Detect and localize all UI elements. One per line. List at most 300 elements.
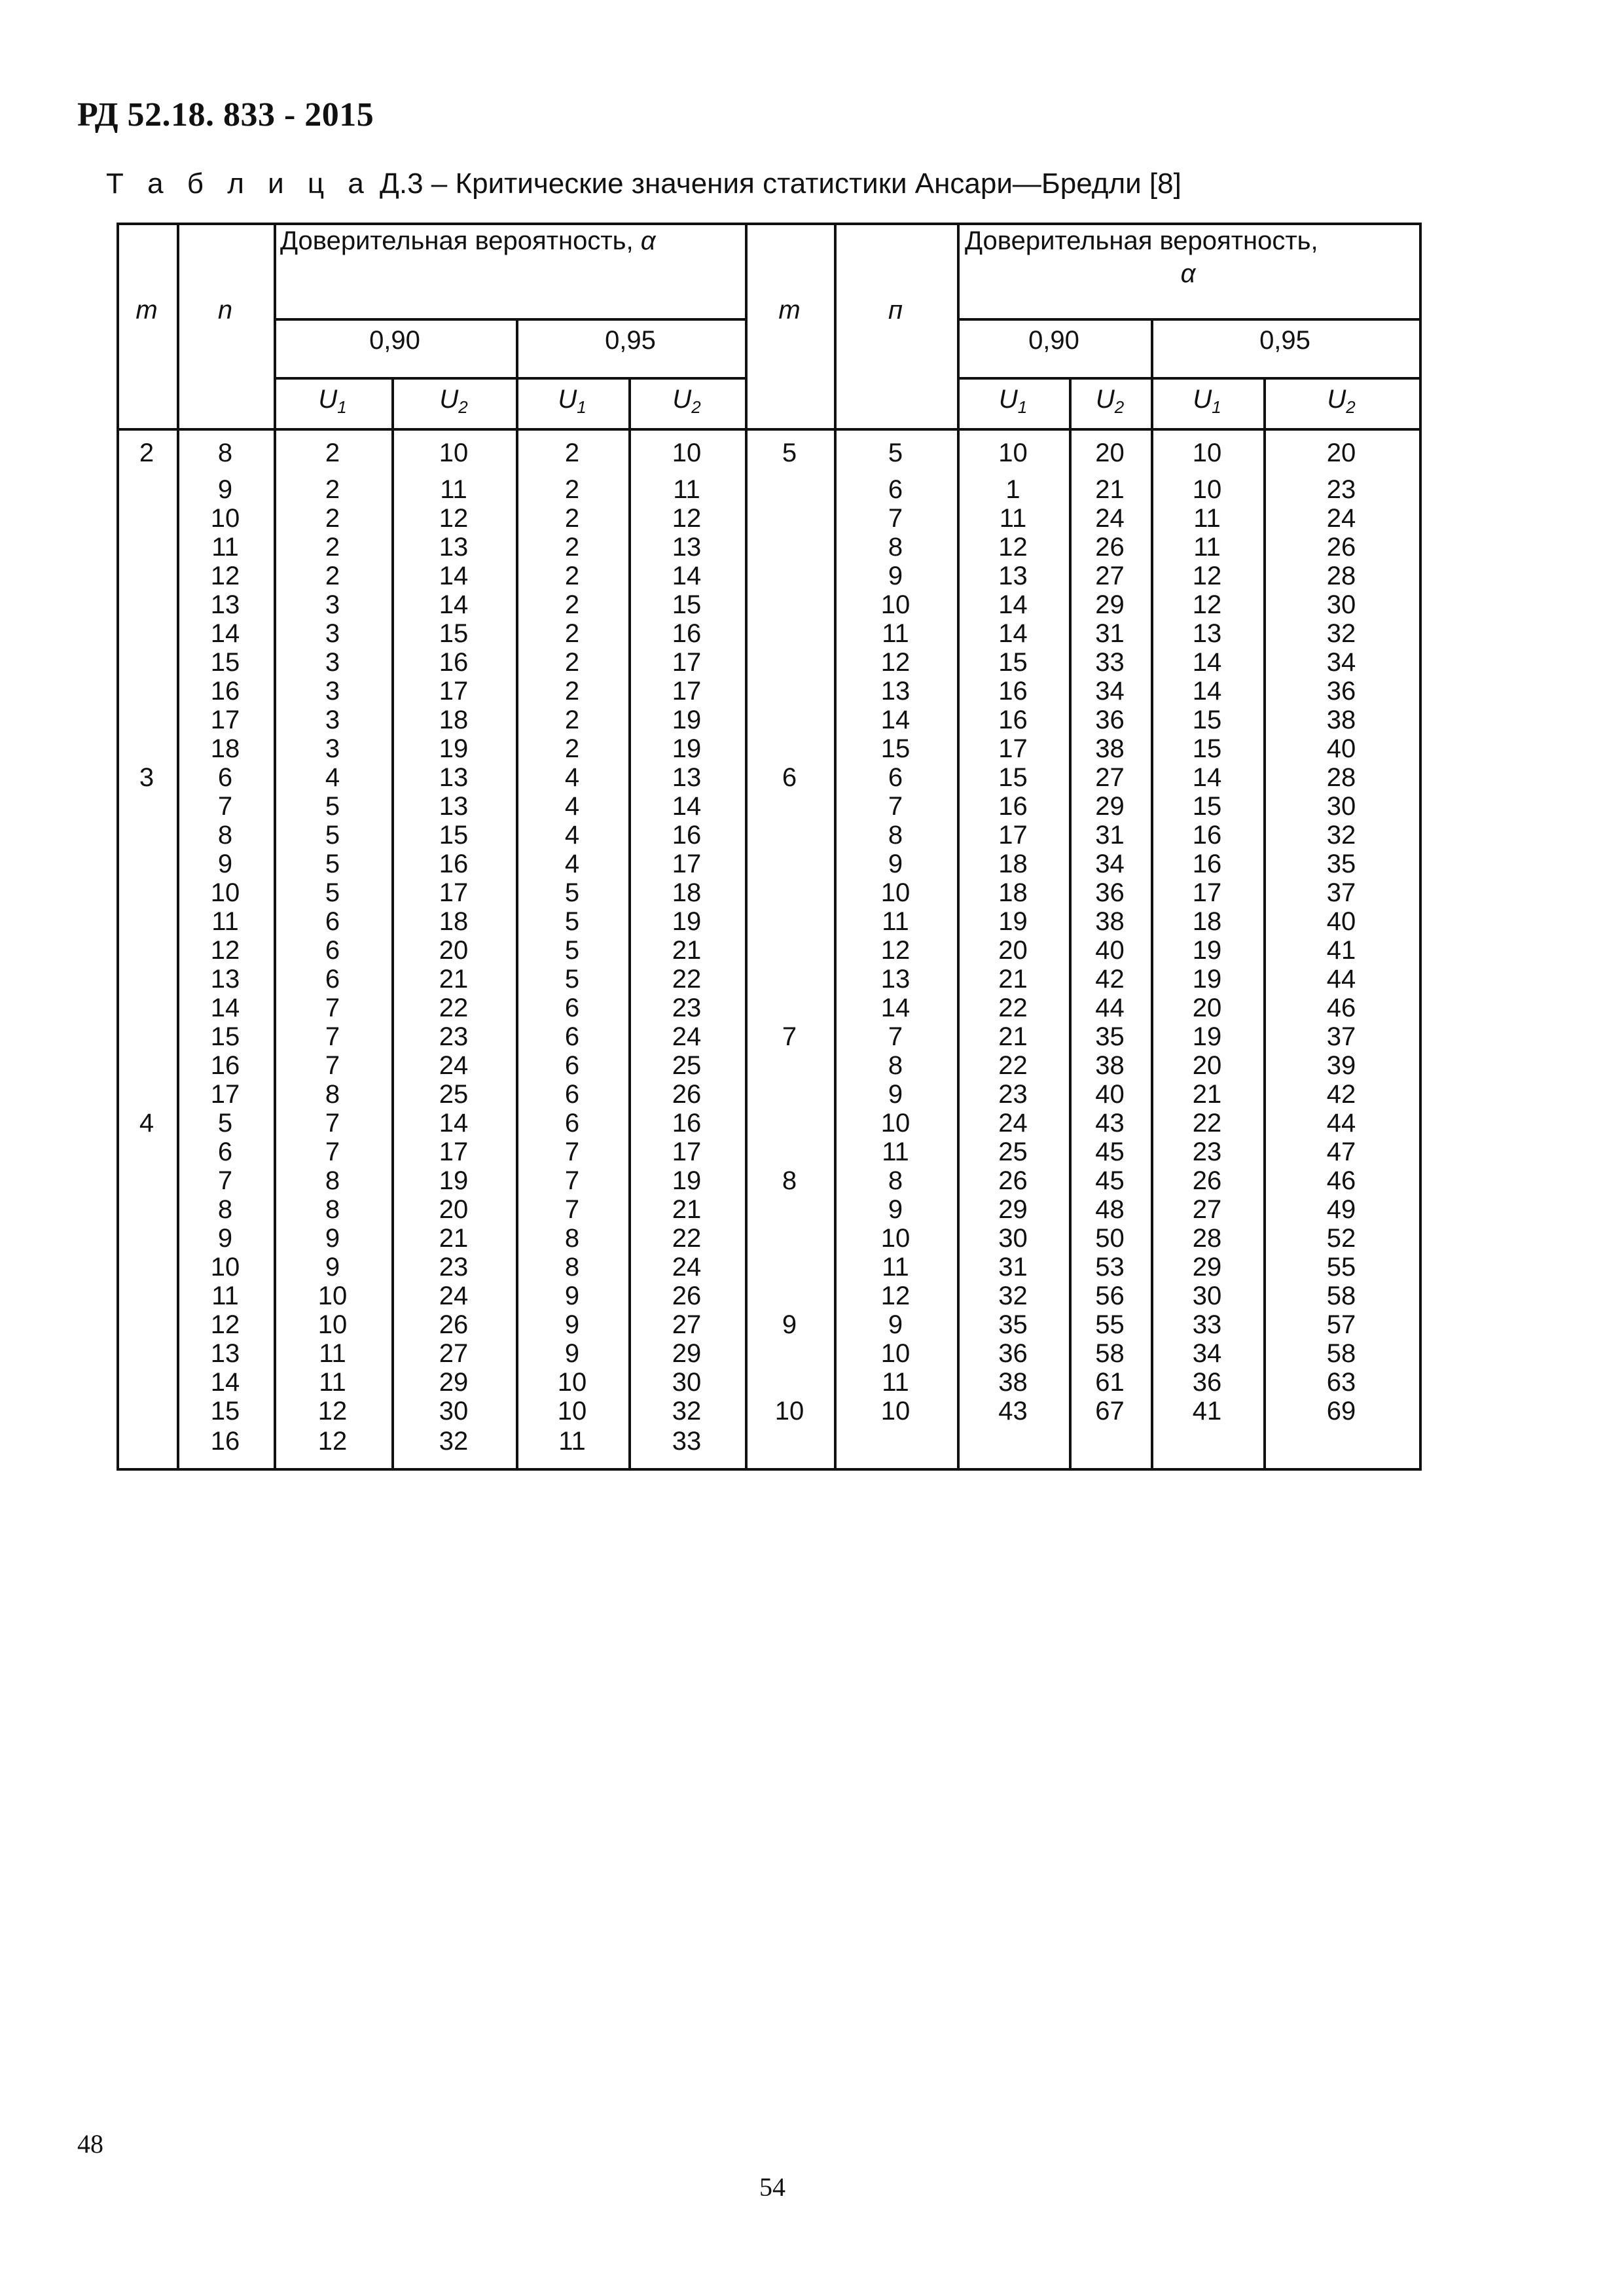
header-rule: [274, 377, 748, 380]
table-cell: 20: [439, 936, 469, 965]
table-cell: 30: [1192, 1282, 1222, 1310]
table-cell: 2: [564, 619, 580, 648]
table-cell: 5: [325, 821, 340, 850]
table-cell: 8: [888, 1166, 903, 1195]
table-cell: 50: [1095, 1224, 1125, 1253]
u2-column-header: $U_2$: [439, 385, 468, 417]
table-cell: 14: [998, 590, 1028, 619]
table-cell: 14: [1192, 648, 1222, 677]
table-cell: 28: [1326, 763, 1356, 792]
u1-090-column-right: [957, 475, 1069, 1426]
table-cell: 22: [1192, 1109, 1222, 1138]
m-group-label-right: 5: [782, 439, 797, 467]
table-cell: 17: [210, 1080, 240, 1109]
n-column-right: [834, 475, 957, 1426]
table-cell: 5: [564, 907, 580, 936]
table-cell: 44: [1326, 965, 1356, 994]
table-cell: 27: [439, 1339, 469, 1368]
first-row-cell-left: 2: [325, 439, 340, 467]
table-cell: 14: [439, 590, 469, 619]
last-row-cell-left: 11: [558, 1427, 586, 1456]
table-cell: 10: [880, 1339, 911, 1368]
u2-column-header: $U_2$: [1327, 385, 1356, 417]
m-group-label-right: 8: [782, 1166, 797, 1195]
table-cell: 6: [217, 1138, 233, 1166]
table-cell: 57: [1326, 1310, 1356, 1339]
table-cell: 24: [439, 1051, 469, 1080]
table-cell: 7: [325, 1051, 340, 1080]
table-cell: 16: [439, 648, 469, 677]
table-cell: 38: [1095, 734, 1125, 763]
table-cell: 11: [882, 619, 909, 648]
table-cell: 29: [998, 1195, 1028, 1224]
table-cell: 43: [1095, 1109, 1125, 1138]
table-cell: 10: [317, 1310, 348, 1339]
table-cell: 6: [888, 763, 903, 792]
table-cell: 13: [210, 1339, 240, 1368]
table-cell: 6: [564, 994, 580, 1022]
table-cell: 14: [1192, 677, 1222, 706]
table-cell: 10: [880, 590, 911, 619]
table-border-bottom: [117, 1468, 1422, 1471]
table-cell: 43: [998, 1397, 1028, 1426]
table-cell: 18: [672, 878, 702, 907]
table-cell: 39: [1326, 1051, 1356, 1080]
column-header-n-right: п: [888, 296, 903, 325]
table-cell: 16: [1192, 850, 1222, 878]
table-cell: 8: [325, 1195, 340, 1224]
table-cell: 4: [564, 763, 580, 792]
table-cell: 19: [672, 1166, 702, 1195]
table-cell: 16: [998, 677, 1028, 706]
table-cell: 9: [564, 1310, 580, 1339]
table-cell: 11: [440, 475, 467, 504]
table-cell: 17: [998, 821, 1028, 850]
table-cell: 11: [211, 533, 239, 562]
table-cell: 58: [1326, 1339, 1356, 1368]
table-cell: 35: [998, 1310, 1028, 1339]
table-cell: 16: [998, 706, 1028, 734]
u2-column-header: $U_2$: [1095, 385, 1125, 417]
table-cell: 13: [210, 590, 240, 619]
table-cell: 3: [325, 677, 340, 706]
table-cell: 36: [1326, 677, 1356, 706]
table-cell: 19: [672, 907, 702, 936]
alpha-symbol: α: [640, 226, 656, 255]
table-cell: 4: [564, 821, 580, 850]
table-cell: 27: [672, 1310, 702, 1339]
table-cell: 26: [672, 1282, 702, 1310]
table-cell: 17: [439, 1138, 469, 1166]
column-header-n-left: n: [217, 296, 233, 325]
table-cell: 9: [325, 1224, 340, 1253]
table-cell: 1: [1005, 475, 1020, 504]
table-cell: 7: [564, 1138, 580, 1166]
table-cell: 61: [1095, 1368, 1125, 1397]
table-cell: 14: [210, 1368, 240, 1397]
table-cell: 16: [210, 1051, 240, 1080]
table-cell: 8: [217, 1195, 233, 1224]
table-cell: 5: [325, 792, 340, 821]
table-cell: 16: [672, 1109, 702, 1138]
table-cell: 13: [998, 562, 1028, 590]
level-header-095-left: 0,95: [605, 326, 656, 355]
table-cell: 32: [1326, 821, 1356, 850]
table-cell: 6: [564, 1109, 580, 1138]
header-rule: [957, 318, 1422, 321]
table-cell: 41: [1326, 936, 1356, 965]
table-cell: 2: [325, 504, 340, 533]
table-cell: 2: [564, 590, 580, 619]
table-cell: 32: [672, 1397, 702, 1426]
table-cell: 15: [1192, 706, 1222, 734]
table-cell: 28: [1326, 562, 1356, 590]
table-cell: 9: [217, 475, 233, 504]
table-cell: 15: [998, 648, 1028, 677]
table-cell: 18: [439, 706, 469, 734]
table-cell: 2: [564, 648, 580, 677]
table-cell: 15: [210, 1397, 240, 1426]
table-cell: 20: [1192, 1051, 1222, 1080]
table-cell: 5: [325, 878, 340, 907]
table-cell: 14: [998, 619, 1028, 648]
table-cell: 7: [325, 1138, 340, 1166]
table-cell: 6: [217, 763, 233, 792]
table-cell: 13: [1192, 619, 1222, 648]
table-cell: 21: [672, 936, 702, 965]
table-cell: 36: [1095, 878, 1125, 907]
table-cell: 21: [439, 1224, 469, 1253]
table-cell: 14: [1192, 763, 1222, 792]
table-cell: 29: [672, 1339, 702, 1368]
table-cell: 9: [564, 1282, 580, 1310]
table-cell: 11: [882, 1253, 909, 1282]
table-cell: 9: [325, 1253, 340, 1282]
table-cell: 34: [1095, 677, 1125, 706]
table-cell: 2: [564, 734, 580, 763]
table-cell: 45: [1095, 1166, 1125, 1195]
column-header-m-right: m: [778, 296, 801, 325]
table-cell: 8: [888, 1051, 903, 1080]
document-code: РД 52.18. 833 - 2015: [77, 96, 374, 134]
table-cell: 9: [888, 1310, 903, 1339]
table-cell: 21: [998, 965, 1028, 994]
table-cell: 40: [1326, 907, 1356, 936]
table-cell: 2: [564, 677, 580, 706]
table-cell: 58: [1326, 1282, 1356, 1310]
table-cell: 35: [1095, 1022, 1125, 1051]
table-cell: 23: [998, 1080, 1028, 1109]
table-cell: 15: [210, 648, 240, 677]
table-cell: 55: [1326, 1253, 1356, 1282]
table-cell: 2: [325, 475, 340, 504]
table-cell: 12: [210, 1310, 240, 1339]
n-column-left: [177, 475, 274, 1426]
table-cell: 5: [325, 850, 340, 878]
critical-values-table: [117, 223, 1419, 1468]
table-cell: 22: [998, 1051, 1028, 1080]
level-header-090-right: 0,90: [1028, 326, 1079, 355]
table-caption-text: Д.3 – Критические значения статистики Ансари—Бредли [8]: [371, 168, 1182, 200]
table-cell: 14: [672, 562, 702, 590]
table-cell: 26: [1326, 533, 1356, 562]
table-cell: 15: [1192, 792, 1222, 821]
table-cell: 23: [439, 1253, 469, 1282]
table-cell: 16: [672, 619, 702, 648]
m-group-label-right: 7: [782, 1022, 797, 1051]
table-cell: 8: [325, 1080, 340, 1109]
m-group-label-right: 9: [782, 1310, 797, 1339]
table-cell: 10: [880, 1397, 911, 1426]
u1-090-column-left: [274, 475, 391, 1426]
table-cell: 53: [1095, 1253, 1125, 1282]
table-cell: 5: [217, 1109, 233, 1138]
table-cell: 32: [998, 1282, 1028, 1310]
table-cell: 7: [564, 1166, 580, 1195]
table-cell: 4: [564, 850, 580, 878]
table-cell: 6: [325, 907, 340, 936]
u1-column-header: $U_1$: [558, 385, 586, 417]
table-cell: 7: [217, 1166, 233, 1195]
table-cell: 18: [998, 878, 1028, 907]
table-cell: 12: [998, 533, 1028, 562]
table-cell: 10: [880, 1109, 911, 1138]
table-cell: 34: [1326, 648, 1356, 677]
table-cell: 34: [1192, 1339, 1222, 1368]
table-cell: 26: [1095, 533, 1125, 562]
table-cell: 13: [439, 763, 469, 792]
table-cell: 17: [439, 878, 469, 907]
table-cell: 33: [1192, 1310, 1222, 1339]
table-cell: 10: [210, 878, 240, 907]
u2-090-column-left: [391, 475, 516, 1426]
table-cell: 29: [1095, 590, 1125, 619]
table-cell: 11: [882, 1138, 909, 1166]
table-cell: 10: [557, 1368, 587, 1397]
table-cell: 14: [672, 792, 702, 821]
confidence-header-right: Доверительная вероятность,: [965, 226, 1318, 255]
page-number-left: 48: [77, 2129, 103, 2159]
table-cell: 2: [564, 562, 580, 590]
table-border-left: [117, 223, 119, 1471]
u1-095-column-right: [1151, 475, 1263, 1426]
table-cell: 15: [210, 1022, 240, 1051]
table-cell: 11: [211, 1282, 239, 1310]
table-cell: 38: [1095, 1051, 1125, 1080]
table-cell: 19: [439, 734, 469, 763]
column-divider: [745, 223, 748, 1471]
confidence-header-left: Доверительная вероятность, α: [280, 226, 656, 255]
table-cell: 40: [1095, 1080, 1125, 1109]
table-cell: 30: [439, 1397, 469, 1426]
table-cell: 17: [210, 706, 240, 734]
table-cell: 24: [998, 1109, 1028, 1138]
table-cell: 8: [888, 821, 903, 850]
table-cell: 10: [880, 1224, 911, 1253]
table-cell: 6: [888, 475, 903, 504]
table-cell: 7: [325, 1109, 340, 1138]
table-cell: 5: [564, 965, 580, 994]
table-cell: 2: [325, 533, 340, 562]
table-cell: 24: [672, 1253, 702, 1282]
table-cell: 46: [1326, 994, 1356, 1022]
table-cell: 20: [439, 1195, 469, 1224]
table-cell: 52: [1326, 1224, 1356, 1253]
first-row-cell-right: 20: [1326, 439, 1356, 467]
table-cell: 6: [564, 1080, 580, 1109]
table-cell: 5: [564, 878, 580, 907]
m-group-label-left: 4: [139, 1109, 154, 1138]
table-cell: 7: [888, 1022, 903, 1051]
table-cell: 23: [1326, 475, 1356, 504]
table-cell: 67: [1095, 1397, 1125, 1426]
table-cell: 36: [998, 1339, 1028, 1368]
table-cell: 15: [672, 590, 702, 619]
table-cell: 4: [325, 763, 340, 792]
u2-090-column-right: [1069, 475, 1151, 1426]
table-cell: 7: [325, 1022, 340, 1051]
table-cell: 16: [998, 792, 1028, 821]
table-cell: 22: [672, 1224, 702, 1253]
table-cell: 12: [317, 1397, 348, 1426]
table-cell: 20: [998, 936, 1028, 965]
table-cell: 3: [325, 619, 340, 648]
table-cell: 9: [888, 850, 903, 878]
table-cell: 28: [1192, 1224, 1222, 1253]
table-cell: 17: [672, 1138, 702, 1166]
first-row-cell-right: 5: [888, 439, 903, 467]
table-cell: 17: [998, 734, 1028, 763]
table-cell: 18: [439, 907, 469, 936]
first-row-cell-left: 2: [564, 439, 580, 467]
level-header-090-left: 0,90: [369, 326, 420, 355]
table-cell: 17: [439, 677, 469, 706]
table-cell: 26: [1192, 1166, 1222, 1195]
table-cell: 16: [672, 821, 702, 850]
u1-column-header: $U_1$: [318, 385, 347, 417]
table-cell: 8: [217, 821, 233, 850]
table-cell: 19: [672, 734, 702, 763]
table-cell: 7: [325, 994, 340, 1022]
table-caption-label: Т а б л и ц а: [106, 168, 372, 200]
table-cell: 2: [564, 504, 580, 533]
table-cell: 24: [1095, 504, 1125, 533]
table-cell: 8: [564, 1224, 580, 1253]
table-cell: 11: [211, 907, 239, 936]
table-cell: 26: [998, 1166, 1028, 1195]
table-cell: 10: [210, 504, 240, 533]
table-cell: 32: [1326, 619, 1356, 648]
table-cell: 17: [672, 677, 702, 706]
table-cell: 22: [998, 994, 1028, 1022]
table-cell: 18: [1192, 907, 1222, 936]
table-cell: 22: [672, 965, 702, 994]
table-cell: 19: [1192, 965, 1222, 994]
table-cell: 6: [564, 1022, 580, 1051]
table-cell: 40: [1095, 936, 1125, 965]
table-cell: 11: [1193, 533, 1221, 562]
table-caption: [106, 168, 1182, 200]
table-cell: 35: [1326, 850, 1356, 878]
table-cell: 36: [1192, 1368, 1222, 1397]
table-cell: 11: [999, 504, 1027, 533]
table-cell: 12: [1192, 562, 1222, 590]
table-cell: 2: [564, 475, 580, 504]
table-cell: 13: [672, 533, 702, 562]
table-cell: 17: [672, 850, 702, 878]
table-cell: 48: [1095, 1195, 1125, 1224]
table-cell: 13: [210, 965, 240, 994]
table-cell: 37: [1326, 1022, 1356, 1051]
table-cell: 23: [439, 1022, 469, 1051]
table-cell: 44: [1326, 1109, 1356, 1138]
u2-095-column-right: [1263, 475, 1419, 1426]
table-cell: 44: [1095, 994, 1125, 1022]
table-cell: 12: [880, 936, 911, 965]
table-cell: 12: [1192, 590, 1222, 619]
table-cell: 10: [880, 878, 911, 907]
table-cell: 42: [1326, 1080, 1356, 1109]
first-row-cell-right: 20: [1095, 439, 1125, 467]
first-row-cell-left: 8: [217, 439, 233, 467]
table-cell: 6: [564, 1051, 580, 1080]
table-cell: 13: [880, 965, 911, 994]
table-cell: 31: [1095, 821, 1125, 850]
first-row-cell-left: 10: [439, 439, 469, 467]
table-cell: 3: [325, 590, 340, 619]
table-cell: 9: [564, 1339, 580, 1368]
u2-column-header: $U_2$: [672, 385, 701, 417]
table-cell: 46: [1326, 1166, 1356, 1195]
table-cell: 14: [439, 1109, 469, 1138]
first-row-cell-right: 10: [1192, 439, 1222, 467]
table-cell: 12: [880, 1282, 911, 1310]
table-cell: 27: [1192, 1195, 1222, 1224]
m-group-label-left: 3: [139, 763, 154, 792]
table-cell: 12: [880, 648, 911, 677]
table-cell: 21: [439, 965, 469, 994]
table-cell: 15: [439, 619, 469, 648]
column-header-m-left: m: [135, 296, 158, 325]
table-cell: 19: [1192, 936, 1222, 965]
table-cell: 20: [1192, 994, 1222, 1022]
table-cell: 8: [888, 533, 903, 562]
table-cell: 3: [325, 706, 340, 734]
table-cell: 30: [672, 1368, 702, 1397]
last-row-cell-left: 16: [210, 1427, 240, 1456]
table-cell: 49: [1326, 1195, 1356, 1224]
u1-column-header: $U_1$: [1193, 385, 1221, 417]
table-cell: 38: [1095, 907, 1125, 936]
table-cell: 14: [210, 994, 240, 1022]
table-cell: 14: [439, 562, 469, 590]
level-header-095-right: 0,95: [1259, 326, 1310, 355]
table-cell: 11: [882, 1368, 909, 1397]
table-cell: 10: [210, 1253, 240, 1282]
table-cell: 11: [319, 1368, 346, 1397]
table-cell: 63: [1326, 1368, 1356, 1397]
table-cell: 36: [1095, 706, 1125, 734]
table-cell: 21: [1192, 1080, 1222, 1109]
table-header-bottom-rule: [117, 428, 1422, 431]
table-cell: 21: [1095, 475, 1125, 504]
table-cell: 40: [1326, 734, 1356, 763]
table-cell: 29: [1192, 1253, 1222, 1282]
table-cell: 16: [1192, 821, 1222, 850]
table-cell: 21: [672, 1195, 702, 1224]
page-number-center: 54: [759, 2172, 785, 2202]
table-cell: 34: [1095, 850, 1125, 878]
